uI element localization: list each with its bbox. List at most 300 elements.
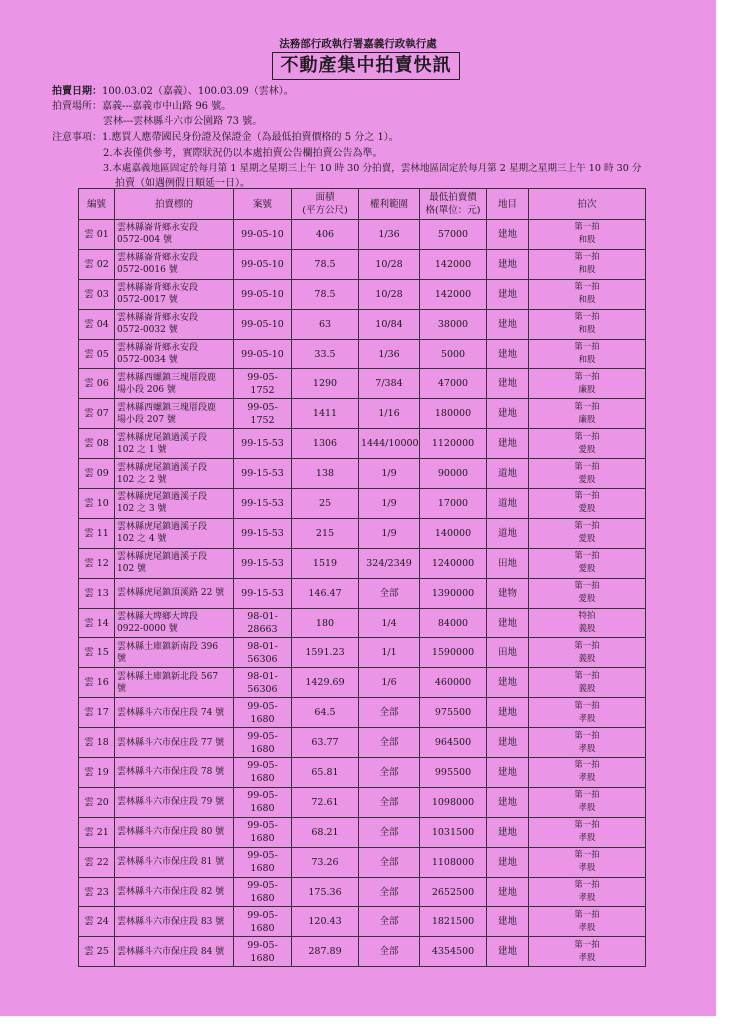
row-item: 雲林縣斗六市保庄段 84 號 bbox=[115, 937, 234, 967]
row-land: 田地 bbox=[487, 638, 529, 668]
table-row bbox=[79, 638, 646, 668]
row-area: 68.21 bbox=[292, 817, 359, 847]
bid-unit: 義股 bbox=[578, 683, 596, 694]
row-price: 57000 bbox=[420, 220, 487, 250]
bid-unit: 和股 bbox=[578, 355, 596, 365]
row-land: 建地 bbox=[487, 877, 529, 907]
row-price: 140000 bbox=[420, 518, 487, 548]
row-price: 1098000 bbox=[420, 787, 487, 817]
row-price: 47000 bbox=[420, 369, 487, 399]
bid-unit: 孝股 bbox=[578, 773, 596, 784]
row-case: 99-05-1752 bbox=[234, 369, 292, 399]
row-item: 雲林縣虎尾鎮過溪子段 102 之 3 號 bbox=[115, 489, 234, 519]
bid-round: 第一拍 bbox=[574, 282, 600, 293]
row-price: 964500 bbox=[420, 728, 487, 758]
row-rights: 1/36 bbox=[359, 220, 420, 250]
bid-unit: 孝股 bbox=[578, 833, 596, 844]
row-item: 雲林縣崙背鄉永安段 0572-0017 號 bbox=[115, 279, 234, 309]
row-rights: 1/4 bbox=[359, 608, 420, 638]
row-no: 雲 19 bbox=[79, 758, 115, 788]
row-bid bbox=[529, 638, 646, 668]
header-bid: 拍次 bbox=[529, 189, 646, 220]
row-rights: 全部 bbox=[359, 877, 420, 907]
row-case: 99-05-10 bbox=[234, 309, 292, 339]
row-area: 1429.69 bbox=[292, 668, 359, 698]
table-row bbox=[79, 459, 646, 489]
row-case: 99-05-1680 bbox=[234, 787, 292, 817]
row-land: 建地 bbox=[487, 817, 529, 847]
row-item: 雲林縣崙背鄉永安段 0572-0032 號 bbox=[115, 309, 234, 339]
row-land: 建地 bbox=[487, 399, 529, 429]
row-price: 1031500 bbox=[420, 817, 487, 847]
bid-round: 第一拍 bbox=[574, 700, 600, 711]
row-bid bbox=[529, 249, 646, 279]
row-no: 雲 17 bbox=[79, 698, 115, 728]
row-land: 建地 bbox=[487, 937, 529, 967]
row-bid bbox=[529, 399, 646, 429]
table-row bbox=[79, 758, 646, 788]
row-no: 雲 22 bbox=[79, 847, 115, 877]
auction-date-line bbox=[52, 82, 294, 97]
row-case: 99-05-1680 bbox=[234, 847, 292, 877]
table-row bbox=[79, 698, 646, 728]
row-land: 建地 bbox=[487, 728, 529, 758]
row-item: 雲林縣西螺鎮三塊厝段鹿 場小段 206 號 bbox=[115, 369, 234, 399]
table-row bbox=[79, 608, 646, 638]
row-price: 84000 bbox=[420, 608, 487, 638]
row-land: 建地 bbox=[487, 668, 529, 698]
row-bid bbox=[529, 369, 646, 399]
row-case: 99-15-53 bbox=[234, 489, 292, 519]
bid-unit: 孝股 bbox=[578, 922, 596, 933]
notes-label: 注意事項： bbox=[52, 132, 102, 143]
row-case: 99-05-1680 bbox=[234, 907, 292, 937]
bid-round: 第一拍 bbox=[574, 252, 600, 263]
row-no: 雲 09 bbox=[79, 459, 115, 489]
table-header-row bbox=[79, 189, 646, 220]
row-land: 建地 bbox=[487, 249, 529, 279]
row-item: 雲林縣斗六市保庄段 74 號 bbox=[115, 698, 234, 728]
bid-unit: 孝股 bbox=[578, 713, 596, 724]
row-land: 建地 bbox=[487, 279, 529, 309]
row-no: 雲 11 bbox=[79, 518, 115, 548]
row-rights: 全部 bbox=[359, 698, 420, 728]
row-case: 99-05-1680 bbox=[234, 758, 292, 788]
row-bid bbox=[529, 877, 646, 907]
row-item: 雲林縣崙背鄉永安段 0572-0034 號 bbox=[115, 339, 234, 369]
row-land: 建地 bbox=[487, 608, 529, 638]
bid-round: 第一拍 bbox=[574, 222, 600, 233]
row-bid bbox=[529, 817, 646, 847]
bid-round: 第一拍 bbox=[574, 880, 600, 891]
row-case: 98-01-56306 bbox=[234, 638, 292, 668]
row-land: 建地 bbox=[487, 339, 529, 369]
table-row bbox=[79, 847, 646, 877]
row-price: 4354500 bbox=[420, 937, 487, 967]
row-item: 雲林縣崙背鄉永安段 0572-004 號 bbox=[115, 220, 234, 250]
row-item: 雲林縣西螺鎮三塊厝段鹿 場小段 207 號 bbox=[115, 399, 234, 429]
table-row bbox=[79, 399, 646, 429]
bid-round: 第一拍 bbox=[574, 790, 600, 801]
row-rights: 10/28 bbox=[359, 279, 420, 309]
table-row bbox=[79, 249, 646, 279]
auction-place-label: 拍賣場所： bbox=[52, 101, 102, 112]
row-case: 99-15-53 bbox=[234, 429, 292, 459]
auction-place-yunlin: 雲林---雲林縣斗六市公園路 73 號。 bbox=[103, 116, 263, 127]
row-land: 建地 bbox=[487, 698, 529, 728]
bid-unit: 和股 bbox=[578, 235, 596, 246]
row-area: 63.77 bbox=[292, 728, 359, 758]
bid-round: 第一拍 bbox=[574, 939, 600, 950]
row-case: 99-05-1752 bbox=[234, 399, 292, 429]
auction-place-chiayi: 嘉義---嘉義市中山路 96 號。 bbox=[102, 101, 232, 112]
row-case: 99-05-10 bbox=[234, 249, 292, 279]
header-area: 面積 (平方公尺) bbox=[292, 189, 359, 220]
row-case: 99-15-53 bbox=[234, 459, 292, 489]
row-no: 雲 10 bbox=[79, 489, 115, 519]
row-area: 25 bbox=[292, 489, 359, 519]
row-land: 道地 bbox=[487, 459, 529, 489]
row-land: 建地 bbox=[487, 309, 529, 339]
row-no: 雲 01 bbox=[79, 220, 115, 250]
row-no: 雲 05 bbox=[79, 339, 115, 369]
row-case: 98-01-56306 bbox=[234, 668, 292, 698]
table-row bbox=[79, 518, 646, 548]
row-rights: 全部 bbox=[359, 847, 420, 877]
row-no: 雲 15 bbox=[79, 638, 115, 668]
bid-round: 第一拍 bbox=[574, 850, 600, 861]
row-bid bbox=[529, 339, 646, 369]
row-price: 1240000 bbox=[420, 548, 487, 578]
table-row bbox=[79, 548, 646, 578]
row-rights: 全部 bbox=[359, 907, 420, 937]
table-row bbox=[79, 429, 646, 459]
row-no: 雲 07 bbox=[79, 399, 115, 429]
table-row bbox=[79, 728, 646, 758]
row-no: 雲 04 bbox=[79, 309, 115, 339]
bid-unit: 愛股 bbox=[578, 534, 596, 545]
auction-date-label: 拍賣日期： bbox=[52, 86, 102, 97]
bid-round: 第一拍 bbox=[574, 730, 600, 741]
header-price: 最低拍賣價 格(單位：元) bbox=[420, 189, 487, 220]
row-no: 雲 03 bbox=[79, 279, 115, 309]
bid-round: 第一拍 bbox=[574, 371, 600, 382]
row-price: 1821500 bbox=[420, 907, 487, 937]
bid-round: 特拍 bbox=[578, 611, 596, 622]
row-price: 975500 bbox=[420, 698, 487, 728]
page-title: 不動產集中拍賣快訊 bbox=[272, 52, 460, 80]
row-item: 雲林縣崙背鄉永安段 0572-0016 號 bbox=[115, 249, 234, 279]
row-item: 雲林縣大埤鄉大埤段 0922-0000 號 bbox=[115, 608, 234, 638]
row-area: 146.47 bbox=[292, 578, 359, 608]
row-case: 99-05-1680 bbox=[234, 817, 292, 847]
row-land: 道地 bbox=[487, 518, 529, 548]
bid-unit: 孝股 bbox=[578, 803, 596, 814]
row-area: 120.43 bbox=[292, 907, 359, 937]
row-land: 建地 bbox=[487, 787, 529, 817]
row-rights: 全部 bbox=[359, 817, 420, 847]
row-rights: 10/28 bbox=[359, 249, 420, 279]
notes-line-1 bbox=[52, 128, 399, 143]
row-item: 雲林縣斗六市保庄段 81 號 bbox=[115, 847, 234, 877]
bid-unit: 義股 bbox=[578, 653, 596, 664]
row-area: 72.61 bbox=[292, 787, 359, 817]
note-2: 2.本表僅供參考，實際狀況仍以本處拍賣公告欄拍賣公告為準。 bbox=[103, 148, 383, 159]
row-no: 雲 24 bbox=[79, 907, 115, 937]
auction-table bbox=[78, 188, 646, 967]
row-area: 1290 bbox=[292, 369, 359, 399]
row-area: 287.89 bbox=[292, 937, 359, 967]
row-item: 雲林縣斗六市保庄段 78 號 bbox=[115, 758, 234, 788]
table-row bbox=[79, 279, 646, 309]
row-price: 180000 bbox=[420, 399, 487, 429]
header-case: 案號 bbox=[234, 189, 292, 220]
row-price: 142000 bbox=[420, 279, 487, 309]
row-area: 63 bbox=[292, 309, 359, 339]
row-item: 雲林縣虎尾鎮頂溪路 22 號 bbox=[115, 578, 234, 608]
row-rights: 1/9 bbox=[359, 459, 420, 489]
table-row bbox=[79, 309, 646, 339]
row-area: 65.81 bbox=[292, 758, 359, 788]
row-item: 雲林縣虎尾鎮過溪子段 102 之 1 號 bbox=[115, 429, 234, 459]
row-no: 雲 20 bbox=[79, 787, 115, 817]
row-case: 99-05-1680 bbox=[234, 728, 292, 758]
table-row bbox=[79, 668, 646, 698]
bid-round: 第一拍 bbox=[574, 401, 600, 412]
row-item: 雲林縣虎尾鎮過溪子段 102 之 4 號 bbox=[115, 518, 234, 548]
table-row bbox=[79, 578, 646, 608]
row-item: 雲林縣土庫鎮新北段 567 號 bbox=[115, 668, 234, 698]
row-rights: 1/1 bbox=[359, 638, 420, 668]
row-case: 98-01-28663 bbox=[234, 608, 292, 638]
row-price: 460000 bbox=[420, 668, 487, 698]
bid-unit: 廉股 bbox=[578, 384, 596, 395]
row-land: 建地 bbox=[487, 429, 529, 459]
row-price: 142000 bbox=[420, 249, 487, 279]
bid-unit: 和股 bbox=[578, 325, 596, 336]
row-bid bbox=[529, 548, 646, 578]
agency-name: 法務部行政執行署嘉義行政執行處 bbox=[279, 38, 437, 50]
row-item: 雲林縣斗六市保庄段 77 號 bbox=[115, 728, 234, 758]
bid-unit: 愛股 bbox=[578, 474, 596, 485]
row-bid bbox=[529, 728, 646, 758]
row-price: 995500 bbox=[420, 758, 487, 788]
header-item: 拍賣標的 bbox=[115, 189, 234, 220]
row-price: 17000 bbox=[420, 489, 487, 519]
row-bid bbox=[529, 459, 646, 489]
bid-round: 第一拍 bbox=[574, 760, 600, 771]
bid-round: 第一拍 bbox=[574, 909, 600, 920]
row-land: 建地 bbox=[487, 758, 529, 788]
bid-round: 第一拍 bbox=[574, 461, 600, 472]
row-price: 1120000 bbox=[420, 429, 487, 459]
row-bid bbox=[529, 937, 646, 967]
row-area: 78.5 bbox=[292, 249, 359, 279]
row-item: 雲林縣虎尾鎮過溪子段 102 號 bbox=[115, 548, 234, 578]
bid-unit: 和股 bbox=[578, 265, 596, 276]
row-rights: 1/6 bbox=[359, 668, 420, 698]
row-item: 雲林縣斗六市保庄段 82 號 bbox=[115, 877, 234, 907]
row-no: 雲 25 bbox=[79, 937, 115, 967]
bid-round: 第一拍 bbox=[574, 551, 600, 562]
row-rights: 1/9 bbox=[359, 518, 420, 548]
row-area: 78.5 bbox=[292, 279, 359, 309]
row-case: 99-05-1680 bbox=[234, 937, 292, 967]
table-row bbox=[79, 907, 646, 937]
row-bid bbox=[529, 698, 646, 728]
row-rights: 7/384 bbox=[359, 369, 420, 399]
bid-round: 第一拍 bbox=[574, 342, 600, 352]
note-1: 1.應買人應帶國民身份證及保證金（為最低拍賣價格的 5 分之 1）。 bbox=[102, 132, 399, 143]
bid-unit: 愛股 bbox=[578, 444, 596, 455]
row-case: 99-05-10 bbox=[234, 339, 292, 369]
bid-unit: 孝股 bbox=[578, 893, 596, 904]
bid-round: 第一拍 bbox=[574, 491, 600, 502]
row-bid bbox=[529, 907, 646, 937]
row-case: 99-05-10 bbox=[234, 220, 292, 250]
row-land: 建地 bbox=[487, 847, 529, 877]
row-no: 雲 21 bbox=[79, 817, 115, 847]
row-item: 雲林縣土庫鎮新南段 396 號 bbox=[115, 638, 234, 668]
row-area: 1591.23 bbox=[292, 638, 359, 668]
table-row bbox=[79, 489, 646, 519]
row-item: 雲林縣斗六市保庄段 80 號 bbox=[115, 817, 234, 847]
row-rights: 全部 bbox=[359, 728, 420, 758]
bid-unit: 義股 bbox=[578, 624, 596, 635]
row-no: 雲 18 bbox=[79, 728, 115, 758]
row-item: 雲林縣斗六市保庄段 79 號 bbox=[115, 787, 234, 817]
row-bid bbox=[529, 429, 646, 459]
row-rights: 324/2349 bbox=[359, 548, 420, 578]
table-row bbox=[79, 787, 646, 817]
table-row bbox=[79, 937, 646, 967]
row-land: 道地 bbox=[487, 489, 529, 519]
row-rights: 全部 bbox=[359, 758, 420, 788]
auction-place-line bbox=[52, 97, 231, 112]
row-no: 雲 02 bbox=[79, 249, 115, 279]
row-rights: 10/84 bbox=[359, 309, 420, 339]
row-bid bbox=[529, 758, 646, 788]
header-land: 地目 bbox=[487, 189, 529, 220]
row-bid bbox=[529, 518, 646, 548]
row-land: 建地 bbox=[487, 369, 529, 399]
note-3: 3.本處嘉義地區固定於每月第 1 星期之星期三上午 10 時 30 分拍賣，雲林地區固定於每月第 2 星期之星期三上午 10 時 30 分 bbox=[103, 163, 642, 174]
row-rights: 1/36 bbox=[359, 339, 420, 369]
row-price: 38000 bbox=[420, 309, 487, 339]
row-rights: 1/16 bbox=[359, 399, 420, 429]
row-rights: 1/9 bbox=[359, 489, 420, 519]
bid-round: 第一拍 bbox=[574, 581, 600, 592]
row-area: 1411 bbox=[292, 399, 359, 429]
row-no: 雲 14 bbox=[79, 608, 115, 638]
row-bid bbox=[529, 847, 646, 877]
row-case: 99-15-53 bbox=[234, 518, 292, 548]
row-land: 建地 bbox=[487, 220, 529, 250]
bid-unit: 孝股 bbox=[578, 952, 596, 963]
bid-round: 第一拍 bbox=[574, 312, 600, 323]
row-rights: 1444/10000 bbox=[359, 429, 420, 459]
row-area: 215 bbox=[292, 518, 359, 548]
row-no: 雲 12 bbox=[79, 548, 115, 578]
row-area: 1519 bbox=[292, 548, 359, 578]
row-price: 1590000 bbox=[420, 638, 487, 668]
row-rights: 全部 bbox=[359, 937, 420, 967]
row-land: 建物 bbox=[487, 578, 529, 608]
row-case: 99-15-53 bbox=[234, 548, 292, 578]
row-area: 406 bbox=[292, 220, 359, 250]
row-case: 99-05-1680 bbox=[234, 877, 292, 907]
row-price: 5000 bbox=[420, 339, 487, 369]
table-row bbox=[79, 369, 646, 399]
bid-unit: 孝股 bbox=[578, 743, 596, 754]
bid-round: 第一拍 bbox=[574, 521, 600, 532]
row-case: 99-05-1680 bbox=[234, 698, 292, 728]
bid-unit: 孝股 bbox=[578, 863, 596, 874]
bid-round: 第一拍 bbox=[574, 670, 600, 681]
row-case: 99-05-10 bbox=[234, 279, 292, 309]
header-no: 編號 bbox=[79, 189, 115, 220]
row-no: 雲 06 bbox=[79, 369, 115, 399]
row-no: 雲 23 bbox=[79, 877, 115, 907]
row-no: 雲 08 bbox=[79, 429, 115, 459]
row-land: 建地 bbox=[487, 907, 529, 937]
row-area: 138 bbox=[292, 459, 359, 489]
row-area: 175.36 bbox=[292, 877, 359, 907]
row-no: 雲 13 bbox=[79, 578, 115, 608]
row-area: 64.5 bbox=[292, 698, 359, 728]
row-rights: 全部 bbox=[359, 787, 420, 817]
row-area: 33.5 bbox=[292, 339, 359, 369]
table-row bbox=[79, 877, 646, 907]
row-price: 2652500 bbox=[420, 877, 487, 907]
bid-round: 第一拍 bbox=[574, 820, 600, 831]
row-bid bbox=[529, 220, 646, 250]
row-price: 1108000 bbox=[420, 847, 487, 877]
bid-unit: 廉股 bbox=[578, 414, 596, 425]
row-item: 雲林縣虎尾鎮過溪子段 102 之 2 號 bbox=[115, 459, 234, 489]
note-3-continued: 拍賣（如遇例假日順延一日）。 bbox=[115, 178, 250, 189]
row-area: 1306 bbox=[292, 429, 359, 459]
table-row bbox=[79, 220, 646, 250]
row-bid bbox=[529, 668, 646, 698]
row-price: 90000 bbox=[420, 459, 487, 489]
bid-unit: 和股 bbox=[578, 295, 596, 306]
row-bid bbox=[529, 787, 646, 817]
row-no: 雲 16 bbox=[79, 668, 115, 698]
row-bid bbox=[529, 309, 646, 339]
row-rights: 全部 bbox=[359, 578, 420, 608]
row-item: 雲林縣斗六市保庄段 83 號 bbox=[115, 907, 234, 937]
bid-unit: 愛股 bbox=[578, 504, 596, 515]
row-bid bbox=[529, 489, 646, 519]
auction-date-value: 100.03.02（嘉義）、100.03.09（雲林）。 bbox=[102, 86, 294, 97]
bid-round: 第一拍 bbox=[574, 431, 600, 442]
row-bid bbox=[529, 608, 646, 638]
row-case: 99-15-53 bbox=[234, 578, 292, 608]
row-area: 73.26 bbox=[292, 847, 359, 877]
bid-unit: 愛股 bbox=[578, 564, 596, 575]
row-bid bbox=[529, 578, 646, 608]
row-land: 田地 bbox=[487, 548, 529, 578]
header-rights: 權利範圍 bbox=[359, 189, 420, 220]
row-price: 1390000 bbox=[420, 578, 487, 608]
row-bid bbox=[529, 279, 646, 309]
table-row bbox=[79, 339, 646, 369]
row-area: 180 bbox=[292, 608, 359, 638]
bid-unit: 愛股 bbox=[578, 594, 596, 605]
table-row bbox=[79, 817, 646, 847]
bid-round: 第一拍 bbox=[574, 640, 600, 651]
